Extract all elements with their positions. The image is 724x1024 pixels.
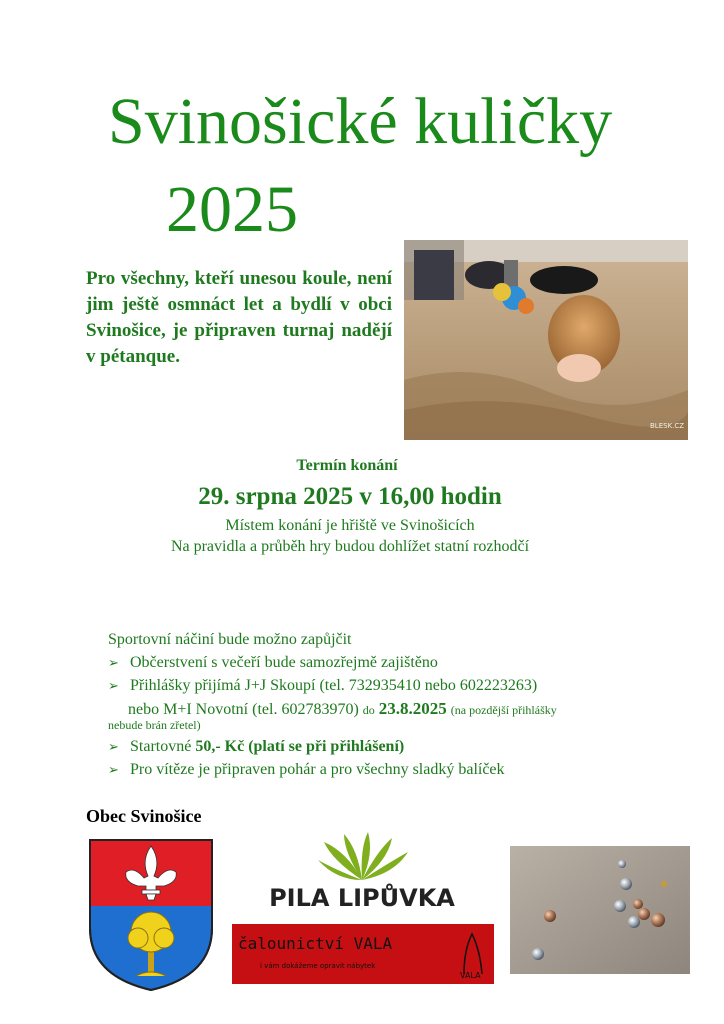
title-line-2: 2025 <box>166 173 298 246</box>
pila-lipuvka-logo <box>232 830 492 920</box>
intro-text: Pro všechny, kteří unesou koule, není jim ještě osmnáct let a bydlí v obci Svinošice, je připraven turnaj nadějí v pétanque. <box>86 268 392 367</box>
svg-text:VALA: VALA <box>460 971 481 980</box>
info-line-equipment: Sportovní náčiní bude možno zapůjčit <box>108 631 352 648</box>
registration-note: (na pozdější přihlášky <box>450 703 557 717</box>
petanque-balls-photo <box>510 846 690 974</box>
term-label: Termín konání <box>296 457 398 474</box>
info-line-registration: Přihlášky přijímá J+J Skoupí (tel. 732935410 nebo 602223263) <box>130 677 538 694</box>
registration-deadline: 23.8.2025 <box>378 699 447 718</box>
fee-label: Startovné <box>130 738 192 755</box>
fee-value: 50,- Kč (platí se při přihlášení) <box>195 738 405 755</box>
registration-note-2: nebude brán zřetel) <box>108 718 201 732</box>
beach-photo <box>404 240 688 440</box>
calounictvi-vala-logo <box>232 924 494 984</box>
registration-contact: nebo M+I Novotní (tel. 602783970) <box>128 701 359 718</box>
term-place: Místem konání je hřiště ve Svinošicích <box>225 517 475 534</box>
list-item <box>108 735 557 758</box>
bullet-arrow-icon: ➢ <box>108 678 119 693</box>
info-line-refreshments: Občerstvení s večeří bude samozřejmě zajištěno <box>130 654 438 671</box>
term-date: 29. srpna 2025 v 16,00 hodin <box>198 483 502 510</box>
bullet-arrow-icon: ➢ <box>108 762 119 777</box>
pila-lipuvka-text: PILA LIPŮVKA <box>269 884 455 912</box>
photo-watermark: BLESK.CZ <box>650 422 685 430</box>
bullet-arrow-icon: ➢ <box>108 739 119 754</box>
vala-name: čalounictví VALA <box>238 934 393 953</box>
list-item <box>108 651 557 674</box>
list-item <box>108 758 557 781</box>
info-line-prizes: Pro vítěze je připraven pohár a pro všechny sladký balíček <box>130 761 505 778</box>
title-line-1: Svinošické kuličky <box>108 85 613 158</box>
info-list <box>108 628 557 781</box>
bullet-arrow-icon: ➢ <box>108 655 119 670</box>
registration-deadline-prefix: do <box>362 703 375 717</box>
term-referee: Na pravidla a průběh hry budou dohlížet statní rozhodčí <box>170 538 530 555</box>
coat-of-arms-icon <box>86 836 216 992</box>
vala-mark-icon <box>458 930 488 980</box>
vala-tagline: i vám dokážeme opravit nábytek <box>260 962 376 970</box>
municipality-label: Obec Svinošice <box>86 806 202 826</box>
list-item <box>108 674 557 697</box>
